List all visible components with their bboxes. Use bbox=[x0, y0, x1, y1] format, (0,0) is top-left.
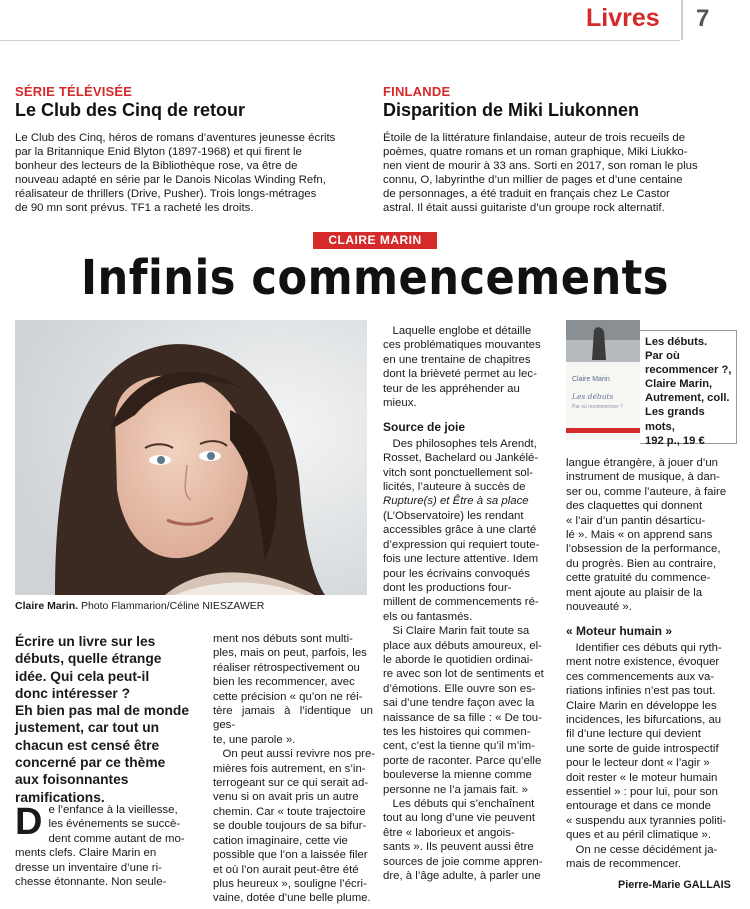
text-line: mieux. bbox=[383, 397, 417, 410]
text-line: dont la brièveté permet au lec- bbox=[383, 368, 537, 381]
text-line: entourage et dans ce monde bbox=[566, 800, 712, 813]
author-photo bbox=[15, 320, 367, 595]
text-line: Des philosophes tels Arendt, bbox=[383, 437, 537, 450]
text-line: ment ajoute au plaisir de la bbox=[566, 586, 703, 599]
text-line: place aux débuts amoureux, el- bbox=[383, 639, 542, 652]
book-cover-author: Claire Marin bbox=[572, 376, 610, 383]
text-line: une sorte de guide introspectif bbox=[566, 742, 719, 755]
photo-caption bbox=[15, 600, 264, 612]
text-line: cette gratuité du commence- bbox=[566, 572, 711, 585]
text-line: concerné par ce thème bbox=[15, 755, 166, 771]
page-number: 7 bbox=[696, 5, 710, 32]
text-line: porte de raconter. Parce qu’elle bbox=[383, 754, 542, 767]
text-line: Les débuts. bbox=[645, 336, 708, 348]
text-line: nen vient de mourir à 33 ans. Sorti en 2017, son roman le plus bbox=[383, 159, 698, 172]
text-line: sources de joie comme appren- bbox=[383, 855, 543, 868]
headline: Infinis commencements bbox=[81, 250, 669, 306]
text-line: Si Claire Marin fait toute sa bbox=[383, 625, 530, 638]
text-line: des claquettes qui donnent bbox=[566, 500, 703, 513]
text-line: Le Club des Cinq, héros de romans d’aventures jeunesse écrits bbox=[15, 132, 336, 144]
text-line: (L’Observatoire) les rendant bbox=[383, 509, 524, 522]
text-line: venu si on avait pris un autre bbox=[213, 791, 359, 804]
text-line: bien les recommencer, avec bbox=[213, 676, 355, 689]
subhead-source-de-joie: Source de joie bbox=[383, 420, 466, 435]
text-line: Rosset, Bachelard ou Jankélé- bbox=[383, 452, 539, 465]
text-line: en une trentaine de chapitres bbox=[383, 353, 531, 366]
text-line: de personnages, a été traduit en français chez Le Castor bbox=[383, 187, 670, 200]
text-line: « l’air d’un pantin désarticu- bbox=[566, 514, 706, 527]
text-line: réaliser rétrospectivement ou bbox=[213, 661, 360, 674]
text-line: Rupture(s) et Être à sa place bbox=[383, 495, 529, 508]
text-line: dre, à l’âge adulte, à parler une bbox=[383, 870, 541, 883]
text-line: Étoile de la littérature finlandaise, auteur de trois recueils de bbox=[383, 132, 686, 144]
text-line: fil d’une lecture qui devient bbox=[566, 728, 701, 741]
text-line: bouleverse la mienne comme bbox=[383, 769, 532, 782]
text-line: incidences, les bifurcations, au bbox=[566, 713, 722, 726]
text-line: donc intéresser ? bbox=[15, 685, 131, 701]
text-line: aux foisonnantes bbox=[15, 772, 129, 788]
text-line: ment notre existence, évoquer bbox=[566, 656, 720, 669]
brief-series bbox=[15, 84, 369, 215]
text-line: naissance de sa fille : « De tou- bbox=[383, 711, 542, 724]
text-line: accessibles grâce à une clarté bbox=[383, 524, 537, 537]
text-line: els ou fantasmés. bbox=[383, 610, 473, 623]
text-line: mais de recommencer. bbox=[566, 857, 682, 870]
text-line: du progrès. Bien au contraire, bbox=[566, 557, 717, 570]
caption-name: Claire Marin. bbox=[15, 600, 79, 612]
text-line: licités, l’auteure à succès de bbox=[383, 481, 526, 494]
text-line: tère jamais à l’identique un ges- bbox=[213, 705, 373, 732]
text-line: Claire Marin, bbox=[645, 378, 713, 391]
text-line: Claire Marin en développe les bbox=[566, 699, 717, 712]
text-line: Laquelle englobe et détaille bbox=[383, 325, 532, 337]
text-line: « suspendu aux tyrannies politi- bbox=[566, 814, 727, 827]
text-line: terrogeant sur ce qui serait ad- bbox=[213, 777, 369, 790]
brief-kicker: SÉRIE TÉLÉVISÉE bbox=[15, 84, 133, 99]
text-line: Écrire un livre sur les bbox=[15, 634, 156, 649]
text-line: dent comme autant de mo- bbox=[48, 832, 185, 845]
book-cover-subtitle: Par où recommencer ? bbox=[572, 404, 623, 410]
text-line: teur de les appréhender au bbox=[383, 382, 520, 395]
text-line: Autrement, coll. bbox=[645, 392, 730, 405]
author-signature: Pierre-Marie GALLAIS bbox=[618, 879, 731, 891]
book-info bbox=[645, 335, 735, 448]
text-line: débuts, quelle étrange bbox=[15, 651, 162, 667]
caption-credit: Photo Flammarion/Céline NIESZAWER bbox=[80, 600, 265, 612]
text-line: justement, car tout un bbox=[15, 720, 160, 736]
text-line: poèmes, quatre romans et un roman graphique, Miki Liukko- bbox=[383, 145, 688, 158]
text-line: ments clefs. Claire Marin en bbox=[15, 847, 157, 860]
text-line: d’émotions. Elle ouvre son es- bbox=[383, 682, 536, 695]
text-line: connu, O, labyrinthe d’un millier de pages et d’une centaine bbox=[383, 173, 683, 186]
brief-body bbox=[383, 132, 737, 215]
text-line: langue étrangère, à jouer d’un bbox=[566, 457, 718, 469]
section-title: Livres bbox=[586, 4, 660, 32]
text-line: Par où bbox=[645, 350, 680, 363]
author-tag: CLAIRE MARIN bbox=[313, 232, 437, 249]
text-line: sants ». Ils peuvent aussi être bbox=[383, 841, 534, 854]
text-line: Identifier ces débuts qui ryth- bbox=[566, 641, 722, 654]
text-line: bonheur des lecteurs de la Bibliothèque rose, va être de bbox=[15, 159, 298, 172]
brief-body bbox=[15, 132, 369, 215]
brief-kicker: FINLANDE bbox=[383, 84, 451, 99]
text-line: instrument de musique, à dan- bbox=[566, 471, 720, 484]
text-line: cation imaginaire, cette vie bbox=[213, 834, 348, 847]
text-line: dont les productions four- bbox=[383, 581, 512, 594]
text-line: nouveauté ». bbox=[566, 601, 632, 614]
text-line: e l’enfance à la vieillesse, bbox=[48, 804, 178, 816]
book-cover-title: Les débuts bbox=[572, 392, 614, 401]
text-line: re avec son lot de sentiments et bbox=[383, 668, 544, 681]
text-line: Eh bien pas mal de monde bbox=[15, 703, 190, 719]
text-line: mières fois autrement, en s’in- bbox=[213, 762, 366, 775]
article-column-2 bbox=[213, 632, 376, 906]
text-line: vitch sont ponctuellement sol- bbox=[383, 466, 534, 479]
text-line: l’obsession de la performance, bbox=[566, 543, 721, 556]
text-line: personne ne l’a jamais fait. » bbox=[383, 783, 528, 796]
text-line: ser ou, comme l’auteure, à faire bbox=[566, 485, 727, 498]
text-line: possible que l’on a laissée filer bbox=[213, 849, 368, 862]
text-line: doit rester « le moteur humain bbox=[566, 771, 718, 784]
text-line: réalisateur de thrillers (Drive, Pusher). Trois longs-métrages bbox=[15, 187, 317, 200]
text-line: sai d’une tendre façon avec la bbox=[383, 697, 535, 710]
brief-finland bbox=[383, 84, 737, 215]
header-divider bbox=[681, 0, 683, 40]
brief-title: Le Club des Cinq de retour bbox=[15, 100, 246, 120]
text-line: se double toujours de sa bifur- bbox=[213, 820, 367, 833]
header-rule bbox=[0, 40, 680, 41]
text-line: être « laborieux et angois- bbox=[383, 826, 515, 839]
text-line: par la Britannique Enid Blyton (1897-1968) et qui firent le bbox=[15, 145, 302, 158]
text-line: ramifications. bbox=[15, 789, 105, 805]
text-line: pour les écrivains convoqués bbox=[383, 567, 530, 580]
text-line: On peut aussi revivre nos pre- bbox=[213, 748, 376, 761]
text-line: On ne cesse décidément ja- bbox=[566, 843, 718, 856]
text-line: dresse un inventaire d’une ri- bbox=[15, 861, 162, 874]
brief-title: Disparition de Miki Liukonnen bbox=[383, 100, 640, 120]
text-line: fois une lecture attentive. Idem bbox=[383, 553, 539, 566]
text-line: et où l’on aurait peut-être été bbox=[213, 863, 359, 876]
text-line: ces commencements aux va- bbox=[566, 670, 715, 683]
text-line: lé ». Mais « on apprend sans bbox=[566, 529, 713, 542]
text-line: essentiel » : pour lui, pour son bbox=[566, 785, 718, 798]
text-line: les événements se succè- bbox=[48, 818, 181, 831]
text-line: ples, mais on peut, parfois, les bbox=[213, 647, 367, 660]
text-line: tout au long d’une vie peuvent bbox=[383, 812, 535, 825]
text-line: ques et au péril climatique ». bbox=[566, 829, 711, 842]
text-line: plus heureux », souligne l’écri- bbox=[213, 877, 367, 890]
drop-cap: D bbox=[15, 801, 43, 843]
text-line: riations infinies n’est pas tout. bbox=[566, 685, 716, 698]
subhead-moteur-humain: « Moteur humain » bbox=[566, 624, 673, 639]
article-column-1 bbox=[15, 803, 205, 889]
text-line: pour le lecteur dont « l’agir » bbox=[566, 757, 710, 770]
article-lead bbox=[15, 633, 205, 806]
text-line: cent, c’est la tienne qu’il m’im- bbox=[383, 740, 535, 753]
text-line: ment nos débuts sont multi- bbox=[213, 633, 353, 645]
text-line: de 90 mn sont prévus. TF1 a racheté les droits. bbox=[15, 201, 254, 214]
text-line: idée. Qui cela peut-il bbox=[15, 668, 150, 684]
text-line: cette précision « qu’on ne réi- bbox=[213, 690, 363, 703]
text-line: chacun est censé être bbox=[15, 737, 160, 753]
text-line: tes les histoires qui commen- bbox=[383, 725, 531, 738]
article-column-4 bbox=[566, 456, 738, 871]
text-line: le aborde le quotidien ordinai- bbox=[383, 653, 534, 666]
text-line: 192 p., 19 € bbox=[645, 434, 705, 447]
text-line: nouveau adapté en série par le Danois Nicolas Winding Refn, bbox=[15, 173, 326, 186]
text-line: te, une parole ». bbox=[213, 733, 296, 746]
text-line: Les débuts qui s’enchaînent bbox=[383, 798, 535, 810]
text-line: d’expression qui requiert toute- bbox=[383, 538, 540, 551]
text-line: vaine, dotée d’une belle plume. bbox=[213, 892, 371, 905]
text-line: millent de commencements ré- bbox=[383, 596, 539, 609]
text-line: recommencer ?, bbox=[645, 364, 732, 377]
portrait-illustration bbox=[15, 320, 367, 595]
text-line: chemin. Car « toute trajectoire bbox=[213, 805, 366, 818]
article-column-3 bbox=[383, 324, 553, 883]
text-line: chesse étonnante. Non seule- bbox=[15, 876, 167, 889]
text-line: ces problématiques mouvantes bbox=[383, 339, 541, 352]
text-line: Les grands mots, bbox=[645, 406, 705, 433]
text-line: astral. Il était aussi guitariste d’un groupe rock alternatif. bbox=[383, 201, 665, 214]
